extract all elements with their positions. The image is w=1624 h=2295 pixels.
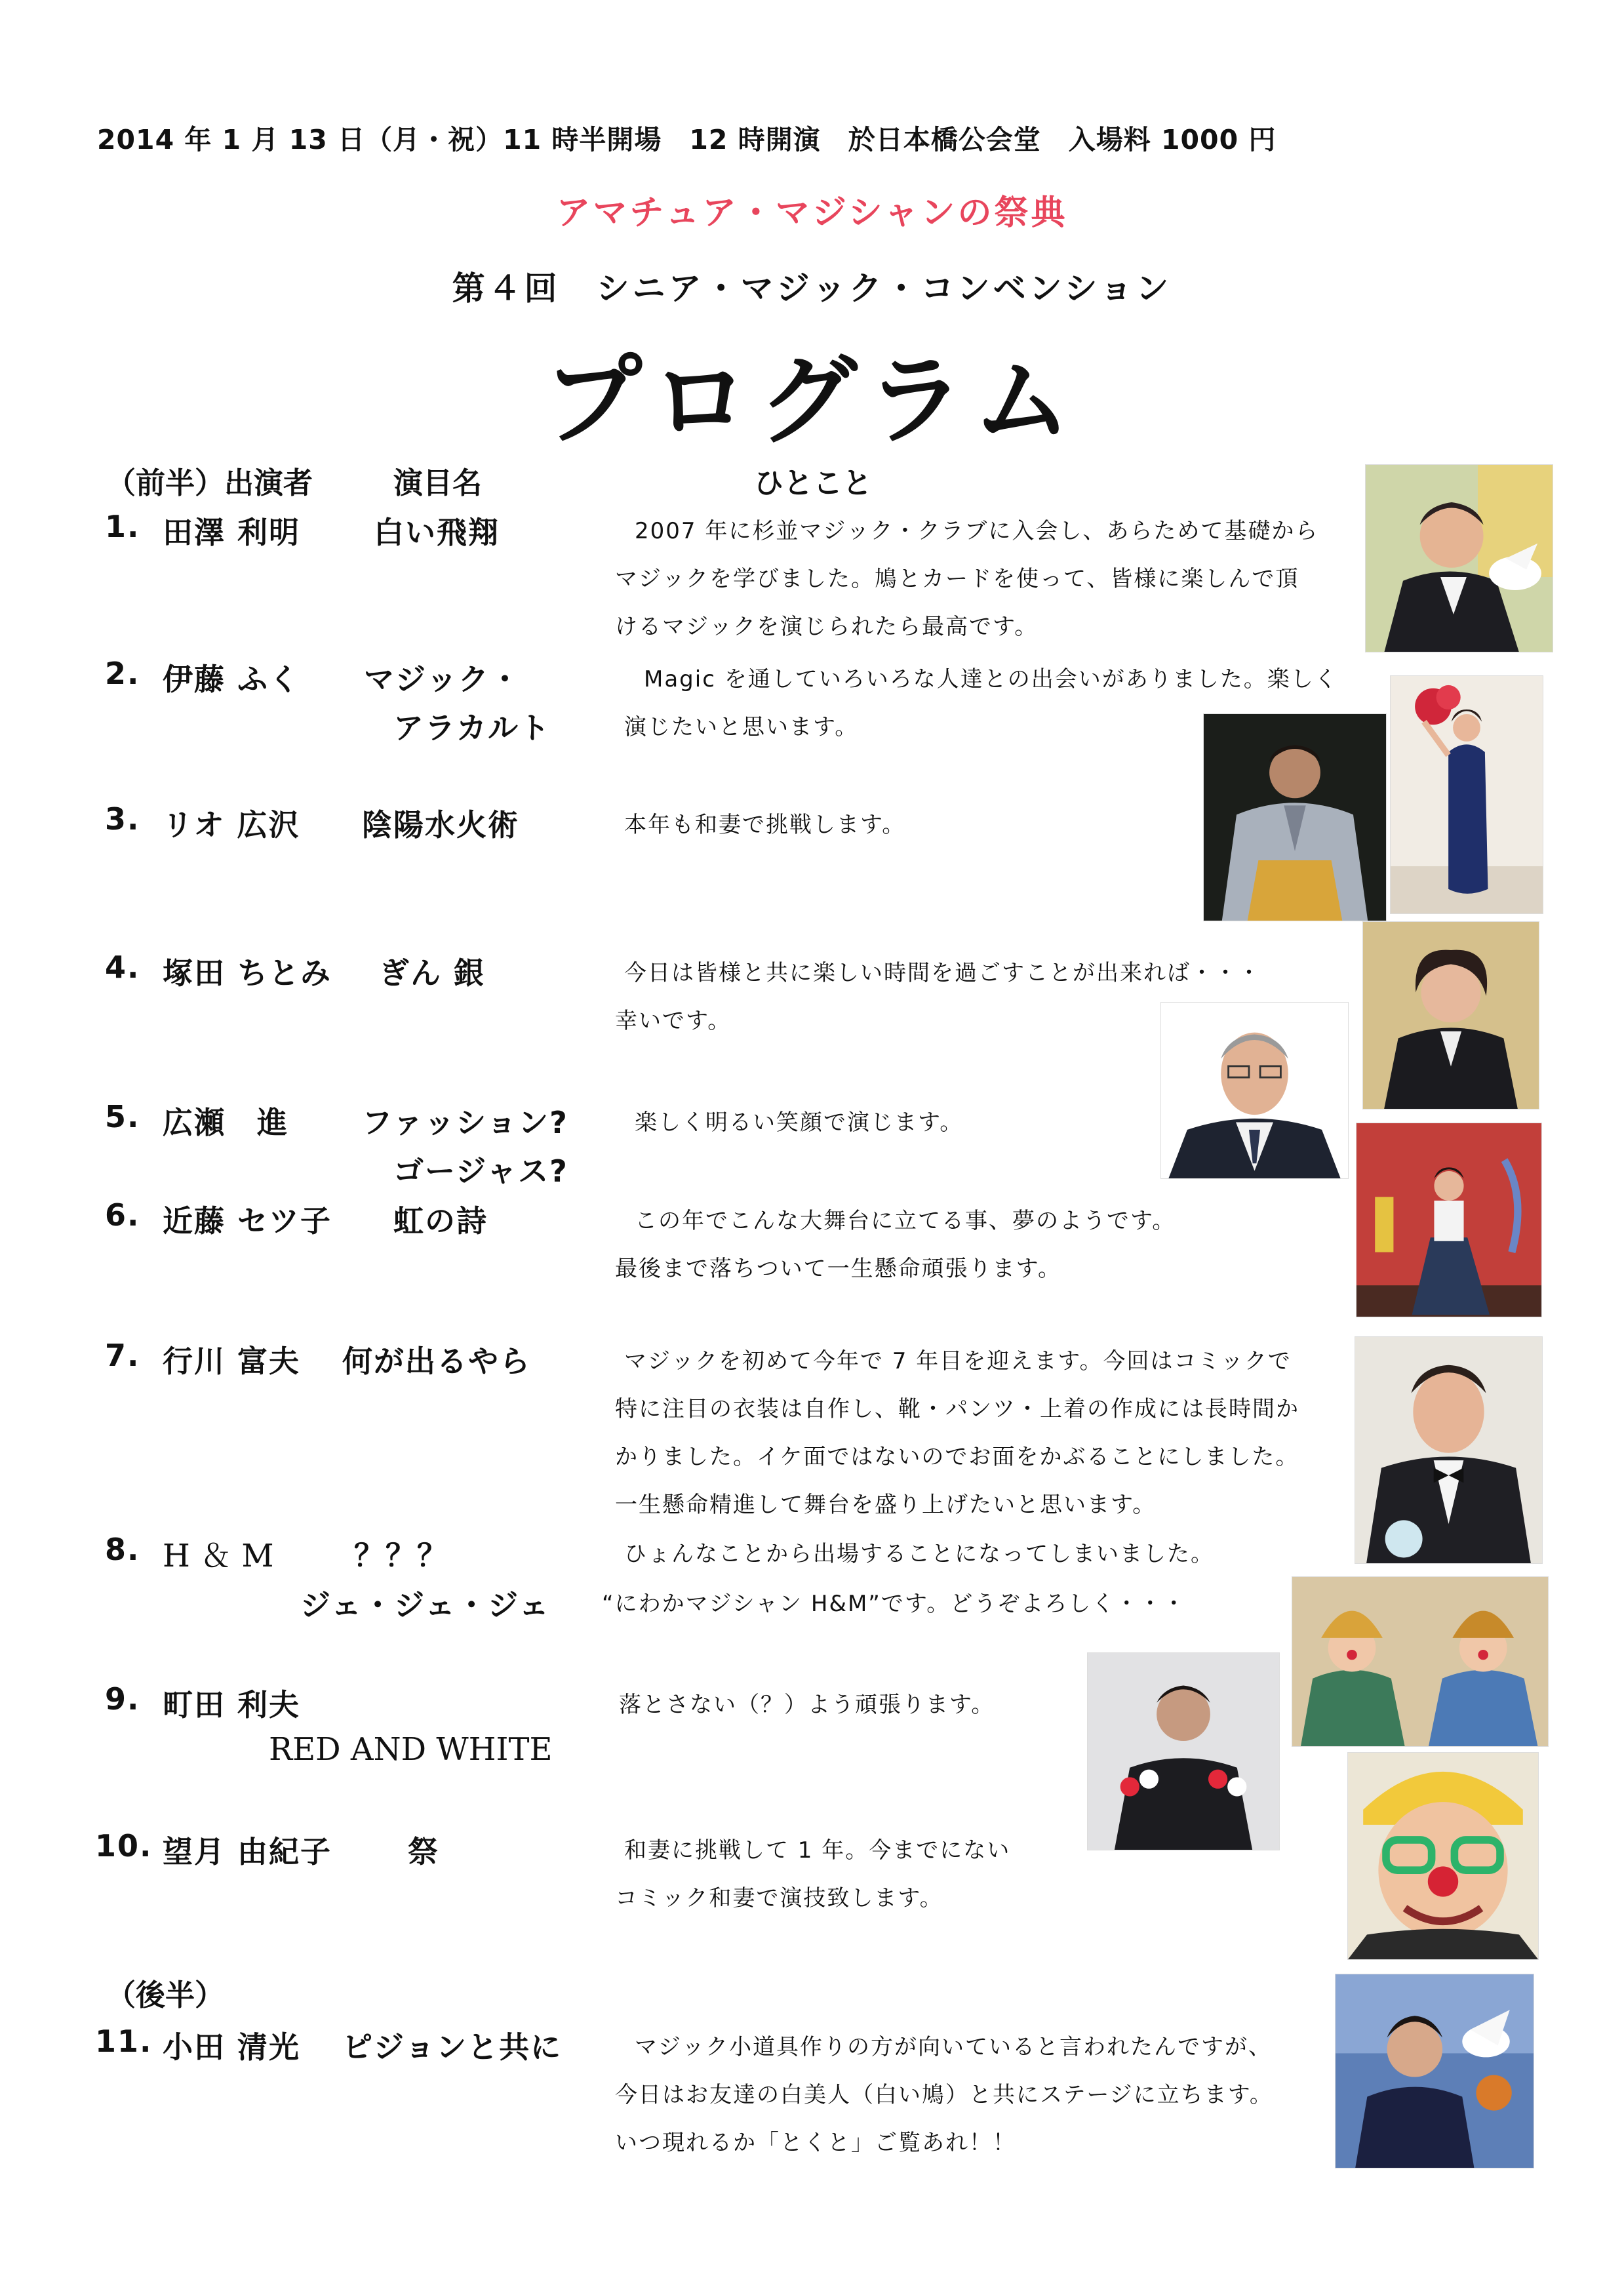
act-title: ？？？ — [354, 1538, 448, 1573]
comment-line: 今日は皆様と共に楽しい時間を過ごすことが出来れば・・・ — [624, 960, 1261, 986]
comment-line: 今日はお友達の白美人（白い鳩）と共にステージに立ちます。 — [615, 2082, 1273, 2108]
comment-line: 一生懸命精進して舞台を盛り上げたいと思います。 — [615, 1492, 1157, 1518]
performer-number: 4. — [105, 949, 140, 985]
performer-number: 9. — [105, 1681, 140, 1717]
performer-number: 3. — [105, 801, 140, 837]
comment-line: マジックを学びました。鳩とカードを使って、皆様に楽しんで頂 — [615, 566, 1299, 592]
column-header-comment: ひとこと — [754, 466, 873, 500]
act-title: 白い飛翔 — [374, 515, 500, 550]
performer-name: H ＆ M — [163, 1538, 274, 1574]
act-title: 虹の詩 — [393, 1203, 488, 1239]
photo-performer-5 — [1160, 1002, 1349, 1179]
act-title: ぎん 銀 — [379, 955, 486, 991]
act-title-line-2: アラカルト — [393, 710, 551, 746]
comment-line: かりました。イケ面ではないのでお面をかぶることにしました。 — [615, 1444, 1299, 1470]
performer-name: 近藤 セツ子 — [163, 1203, 332, 1239]
performer-number: 5. — [105, 1099, 140, 1134]
photo-performer-7 — [1355, 1336, 1543, 1564]
performer-name: 町田 利夫 — [163, 1687, 301, 1723]
comment-line: 本年も和妻で挑戦します。 — [624, 812, 906, 838]
photo-performer-3 — [1203, 713, 1387, 921]
photo-performer-11 — [1335, 1974, 1534, 2168]
comment-line: Magic を通していろいろな人達との出会いがありました。楽しく — [644, 666, 1338, 692]
comment-line: マジックを初めて今年で 7 年目を迎えます。今回はコミックで — [624, 1348, 1292, 1374]
performer-name: 塚田 ちとみ — [163, 955, 332, 991]
performer-number: 2. — [105, 656, 140, 691]
comment-line: 和妻に挑戦して 1 年。今までにない — [624, 1837, 1011, 1864]
act-title: マジック・ — [364, 662, 521, 697]
comment-line: いつ現れるか「とくと」ご覧あれ！！ — [615, 2130, 1016, 2156]
performer-number: 6. — [105, 1197, 140, 1233]
comment-line: ひょんなことから出場することになってしまいました。 — [624, 1541, 1214, 1567]
act-title: 祭 — [408, 1834, 439, 1869]
comment-line: 幸いです。 — [615, 1008, 732, 1034]
photo-performer-1 — [1365, 464, 1553, 652]
photo-performer-6 — [1356, 1123, 1542, 1317]
comment-line: 楽しく明るい笑顔で演じます。 — [635, 1109, 964, 1136]
act-title-line-2: ジェ・ジェ・ジェ — [300, 1587, 551, 1623]
performer-number: 8. — [105, 1532, 140, 1567]
comment-line: “にわかマジシャン H&M”です。どうぞよろしく・・・ — [602, 1591, 1187, 1617]
photo-performer-2 — [1390, 675, 1543, 914]
performer-name: 行川 富夫 — [163, 1344, 301, 1379]
photo-performer-8 — [1292, 1576, 1549, 1747]
second-half-label: （後半） — [106, 1978, 225, 2012]
performer-name: 田澤 利明 — [163, 515, 301, 550]
act-title: ファッション? — [362, 1105, 568, 1140]
event-subtitle: アマチュア・マジシャンの祭典 — [556, 193, 1068, 233]
act-title: 何が出るやら — [342, 1344, 531, 1379]
photo-performer-4 — [1362, 921, 1539, 1109]
performer-name: 広瀬 進 — [163, 1105, 288, 1140]
column-header-act: 演目名 — [393, 466, 483, 500]
act-title: ピジョンと共に — [342, 2029, 563, 2065]
photo-performer-9 — [1087, 1652, 1280, 1850]
act-title: 陰陽水火術 — [362, 807, 519, 843]
performer-number: 11. — [95, 2024, 153, 2059]
performer-name: 望月 由紀子 — [163, 1834, 332, 1869]
event-date-line: 2014 年 1 月 13 日（月・祝）11 時半開場 12 時開演 於日本橋公会堂 入場料 1000 円 — [97, 124, 1277, 155]
act-title-line-2: ゴージャス? — [393, 1153, 568, 1189]
performer-number: 1. — [105, 509, 140, 544]
comment-line: 落とさない（？）よう頑張ります。 — [619, 1692, 995, 1718]
comment-line: 演じたいと思います。 — [624, 714, 859, 740]
comment-line: コミック和妻で演技致します。 — [615, 1885, 943, 1911]
performer-number: 7. — [105, 1338, 140, 1373]
comment-line: この年でこんな大舞台に立てる事、夢のようです。 — [635, 1208, 1176, 1234]
performer-name: 伊藤 ふく — [163, 662, 301, 697]
performer-name: 小田 清光 — [163, 2029, 301, 2065]
performer-name: リオ 広沢 — [163, 807, 300, 843]
page-title: プログラム — [544, 344, 1080, 458]
convention-name: 第４回 シニア・マジック・コンベンション — [452, 269, 1172, 308]
column-header-performer: （前半）出演者 — [106, 466, 313, 500]
performer-number: 10. — [95, 1828, 153, 1864]
act-title: RED AND WHITE — [269, 1731, 553, 1768]
comment-line: 最後まで落ちついて一生懸命頑張ります。 — [615, 1256, 1061, 1282]
comment-line: マジック小道具作りの方が向いていると言われたんですが、 — [635, 2034, 1272, 2060]
comment-line: 特に注目の衣装は自作し、靴・パンツ・上着の作成には長時間か — [615, 1396, 1299, 1422]
comment-line: けるマジックを演じられたら最高です。 — [615, 614, 1039, 640]
comment-line: 2007 年に杉並マジック・クラブに入会し、あらためて基礎から — [635, 518, 1319, 544]
photo-performer-10 — [1347, 1752, 1539, 1960]
